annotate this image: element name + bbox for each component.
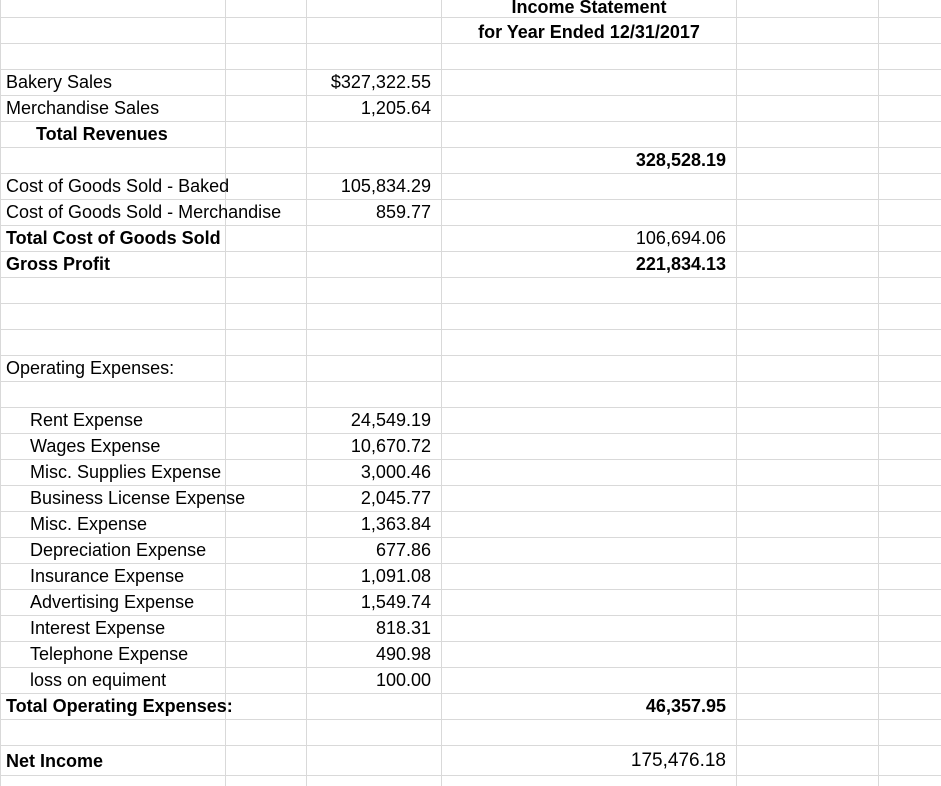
cogs-merchandise-value[interactable]: 859.77	[375, 202, 431, 222]
expense-value[interactable]: 1,363.84	[360, 514, 431, 534]
grid-hline	[0, 43, 941, 44]
grid-hline	[0, 95, 941, 96]
total-revenues-label[interactable]: Total Revenues	[36, 124, 168, 144]
total-operating-expenses-value[interactable]: 46,357.95	[645, 696, 726, 716]
grid-hline	[0, 667, 941, 668]
grid-hline	[0, 537, 941, 538]
grid-hline	[0, 225, 941, 226]
cogs-baked-label[interactable]: Cost of Goods Sold - Baked	[6, 176, 230, 196]
grid-vline	[0, 0, 1, 786]
statement-title[interactable]: Income Statement	[511, 0, 667, 17]
expense-label[interactable]: loss on equiment	[30, 670, 167, 690]
total-cogs-value[interactable]: 106,694.06	[635, 228, 726, 248]
grid-hline	[0, 719, 941, 720]
grid-hline	[0, 121, 941, 122]
bakery-sales-label[interactable]: Bakery Sales	[6, 72, 113, 92]
gross-profit-label[interactable]: Gross Profit	[6, 254, 111, 274]
expense-label[interactable]: Rent Expense	[30, 410, 144, 430]
expense-label[interactable]: Telephone Expense	[30, 644, 189, 664]
statement-period[interactable]: for Year Ended 12/31/2017	[478, 22, 700, 42]
grid-hline	[0, 641, 941, 642]
expense-value[interactable]: 100.00	[375, 670, 431, 690]
expense-value[interactable]: 2,045.77	[360, 488, 431, 508]
grid-hline	[0, 355, 941, 356]
merchandise-sales-value[interactable]: 1,205.64	[360, 98, 431, 118]
merchandise-sales-label[interactable]: Merchandise Sales	[6, 98, 160, 118]
expense-value[interactable]: 1,549.74	[360, 592, 431, 612]
expense-label[interactable]: Advertising Expense	[30, 592, 195, 612]
grid-hline	[0, 303, 941, 304]
grid-hline	[0, 277, 941, 278]
grid-hline	[0, 199, 941, 200]
grid-vline	[736, 0, 737, 786]
grid-hline	[0, 251, 941, 252]
grid-hline	[0, 459, 941, 460]
grid-hline	[0, 69, 941, 70]
expense-label[interactable]: Depreciation Expense	[30, 540, 207, 560]
expense-label[interactable]: Misc. Expense	[30, 514, 148, 534]
expense-label[interactable]: Interest Expense	[30, 618, 166, 638]
grid-hline	[0, 407, 941, 408]
gross-profit-value[interactable]: 221,834.13	[635, 254, 726, 274]
bakery-sales-value[interactable]: $327,322.55	[330, 72, 431, 92]
cogs-merchandise-label: Cost of Goods Sold - Merchandise	[6, 202, 282, 222]
cogs-merchandise-cell[interactable]	[6, 202, 307, 222]
grid-hline	[0, 511, 941, 512]
expense-label[interactable]: Misc. Supplies Expense	[30, 462, 222, 482]
expense-value[interactable]: 677.86	[375, 540, 431, 560]
grid-hline	[0, 329, 941, 330]
grid-hline	[0, 589, 941, 590]
expense-label[interactable]: Business License Expense	[30, 488, 246, 508]
grid-hline	[0, 745, 941, 746]
grid-hline	[0, 433, 941, 434]
grid-hline	[0, 147, 941, 148]
grid-hline	[0, 381, 941, 382]
expense-value[interactable]: 10,670.72	[350, 436, 431, 456]
grid-hline	[0, 17, 941, 18]
net-income-label[interactable]: Net Income	[6, 751, 104, 771]
expense-value[interactable]: 1,091.08	[360, 566, 431, 586]
total-revenues-value[interactable]: 328,528.19	[635, 150, 726, 170]
expense-value[interactable]: 24,549.19	[350, 410, 431, 430]
grid-hline	[0, 173, 941, 174]
expense-label[interactable]: Insurance Expense	[30, 566, 185, 586]
net-income-value[interactable]: 175,476.18	[630, 750, 726, 771]
grid-vline	[225, 0, 226, 786]
grid-hline	[0, 615, 941, 616]
grid-hline	[0, 693, 941, 694]
total-operating-expenses-label[interactable]: Total Operating Expenses:	[6, 696, 233, 716]
grid-hline	[0, 563, 941, 564]
grid-vline	[878, 0, 879, 786]
total-cogs-label[interactable]: Total Cost of Goods Sold	[6, 228, 221, 248]
expense-value[interactable]: 3,000.46	[360, 462, 431, 482]
expense-value[interactable]: 490.98	[375, 644, 431, 664]
expense-label[interactable]: Wages Expense	[30, 436, 161, 456]
expense-value[interactable]: 818.31	[375, 618, 431, 638]
grid-hline	[0, 485, 941, 486]
operating-expenses-heading[interactable]: Operating Expenses:	[6, 358, 175, 378]
grid-vline	[441, 0, 442, 786]
grid-hline	[0, 775, 941, 776]
cogs-baked-value[interactable]: 105,834.29	[340, 176, 431, 196]
